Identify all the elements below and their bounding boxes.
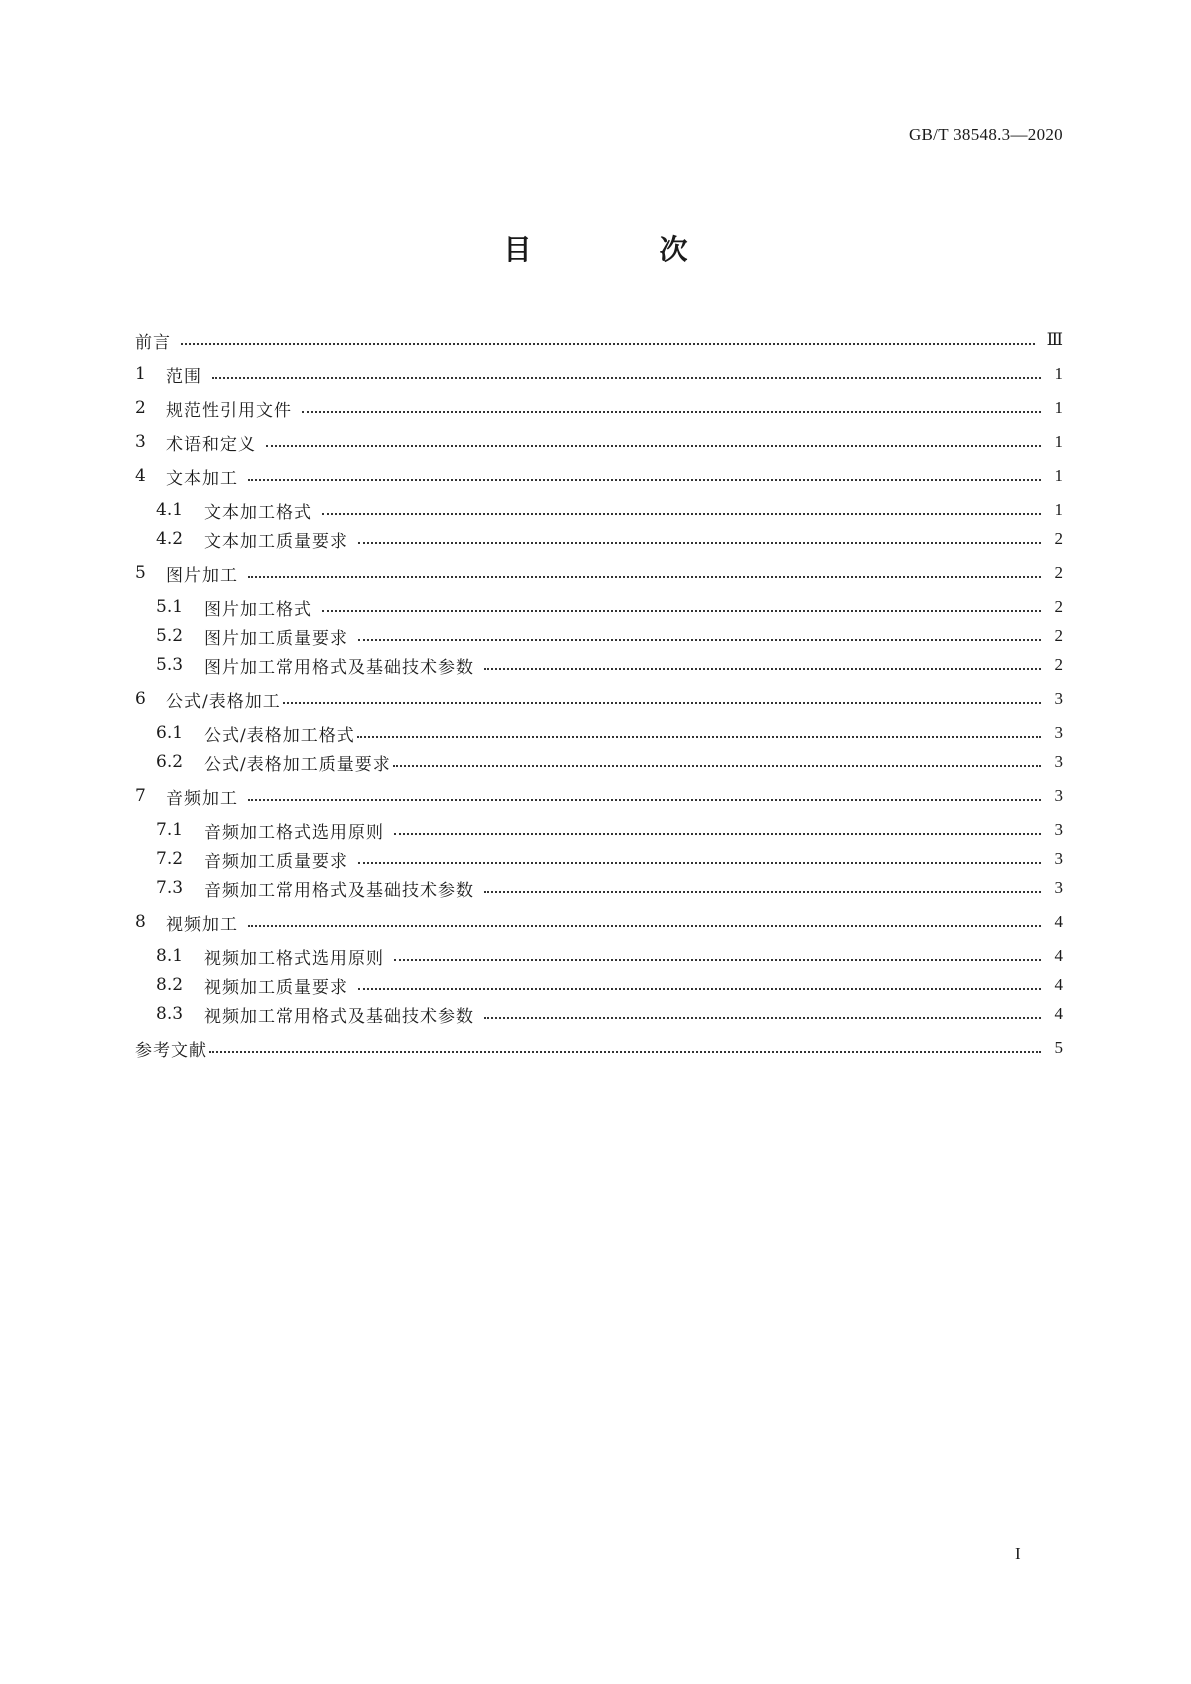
toc-entry-label: 视频加工	[166, 914, 238, 935]
page-title: 目 次	[503, 233, 738, 266]
toc-entry-1[interactable]	[135, 362, 1063, 386]
toc-entry-label: 文本加工	[166, 468, 238, 489]
leader-dots	[322, 512, 1041, 515]
toc-entry-page: 3	[1054, 723, 1063, 742]
toc-entry-number: 6.2	[156, 752, 184, 772]
toc-entry-label: 图片加工格式	[204, 599, 312, 620]
toc-entry-label: 音频加工常用格式及基础技术参数	[204, 880, 474, 901]
toc-entry-4-1[interactable]	[156, 498, 1063, 522]
toc-entry-page: 2	[1054, 529, 1063, 548]
toc-entry-label: 音频加工质量要求	[204, 851, 348, 872]
toc-entry-foreword[interactable]	[135, 328, 1063, 352]
leader-dots	[181, 342, 1035, 345]
toc-entry-page: 3	[1054, 786, 1063, 805]
leader-dots	[358, 987, 1041, 990]
leader-dots	[484, 1016, 1041, 1019]
leader-dots	[358, 638, 1041, 641]
toc-entry-page: 3	[1054, 689, 1063, 708]
toc-entry-5-1[interactable]	[156, 595, 1063, 619]
toc-entry-number: 5.3	[156, 655, 184, 675]
toc-entry-page: 2	[1054, 563, 1063, 582]
toc-entry-number: 8.3	[156, 1004, 184, 1024]
toc-entry-label: 文本加工质量要求	[204, 531, 348, 552]
page-number: I	[1015, 1544, 1021, 1563]
toc-entry-label: 术语和定义	[166, 434, 256, 455]
toc-entry-5[interactable]	[135, 561, 1063, 585]
toc-entry-number: 8.2	[156, 975, 184, 995]
leader-dots	[209, 1050, 1041, 1053]
toc-entry-7-3[interactable]	[156, 876, 1063, 900]
leader-dots	[358, 861, 1041, 864]
toc-entry-4[interactable]	[135, 464, 1063, 488]
toc-entry-3[interactable]	[135, 430, 1063, 454]
toc-entry-page: 3	[1054, 849, 1063, 868]
toc-entry-page: 1	[1054, 364, 1063, 383]
toc-entry-number: 5.2	[156, 626, 184, 646]
toc-entry-page: 3	[1054, 752, 1063, 771]
toc-entry-number: 4.1	[156, 500, 184, 520]
leader-dots	[283, 701, 1041, 704]
toc-entry-7[interactable]	[135, 784, 1063, 808]
leader-dots	[212, 376, 1041, 379]
toc-entry-label: 音频加工	[166, 788, 238, 809]
toc-entry-page: 4	[1054, 975, 1063, 994]
toc-entry-number: 7.2	[156, 849, 184, 869]
toc-entry-page: 1	[1054, 398, 1063, 417]
leader-dots	[322, 609, 1041, 612]
toc-entry-label: 视频加工质量要求	[204, 977, 348, 998]
toc-entry-7-2[interactable]	[156, 847, 1063, 871]
toc-entry-number: 5.1	[156, 597, 184, 617]
toc-entry-page: 1	[1054, 432, 1063, 451]
leader-dots	[266, 444, 1041, 447]
leader-dots	[302, 410, 1041, 413]
toc-entry-label: 前言	[135, 332, 171, 353]
toc-entry-8[interactable]	[135, 910, 1063, 934]
toc-entry-6-1[interactable]	[156, 721, 1063, 745]
leader-dots	[248, 478, 1041, 481]
toc-entry-label: 图片加工	[166, 565, 238, 586]
leader-dots	[358, 541, 1041, 544]
toc-entry-label: 公式/表格加工质量要求	[204, 754, 391, 775]
toc-entry-label: 规范性引用文件	[166, 400, 292, 421]
toc-entry-number: 6.1	[156, 723, 184, 743]
toc-entry-8-1[interactable]	[156, 944, 1063, 968]
toc-entry-number: 7.1	[156, 820, 184, 840]
toc-entry-5-3[interactable]	[156, 653, 1063, 677]
toc-entry-references[interactable]	[135, 1036, 1063, 1060]
leader-dots	[248, 575, 1041, 578]
leader-dots	[357, 735, 1041, 738]
toc-entry-number: 4.2	[156, 529, 184, 549]
leader-dots	[248, 924, 1041, 927]
toc-entry-page: 3	[1054, 878, 1063, 897]
leader-dots	[484, 890, 1041, 893]
toc-entry-number: 2	[135, 398, 146, 418]
toc-entry-page: 1	[1054, 500, 1063, 519]
toc-entry-label: 视频加工常用格式及基础技术参数	[204, 1006, 474, 1027]
toc-entry-label: 范围	[166, 366, 202, 387]
toc-entry-page: 4	[1054, 946, 1063, 965]
toc-entry-page: 2	[1054, 655, 1063, 674]
toc-entry-page: Ⅲ	[1046, 330, 1063, 349]
toc-entry-label: 音频加工格式选用原则	[204, 822, 384, 843]
toc-entry-page: 4	[1054, 912, 1063, 931]
toc-entry-number: 5	[135, 563, 146, 583]
toc-entry-label: 文本加工格式	[204, 502, 312, 523]
toc-entry-page: 3	[1054, 820, 1063, 839]
toc-entry-8-2[interactable]	[156, 973, 1063, 997]
leader-dots	[394, 958, 1041, 961]
toc-entry-6[interactable]	[135, 687, 1063, 711]
toc-entry-number: 1	[135, 364, 146, 384]
toc-entry-number: 8.1	[156, 946, 184, 966]
toc-entry-number: 8	[135, 912, 146, 932]
toc-entry-page: 4	[1054, 1004, 1063, 1023]
standard-code: GB/T 38548.3—2020	[908, 125, 1063, 144]
toc-entry-number: 7	[135, 786, 146, 806]
toc-entry-label: 图片加工常用格式及基础技术参数	[204, 657, 474, 678]
toc-entry-6-2[interactable]	[156, 750, 1063, 774]
leader-dots	[394, 832, 1041, 835]
leader-dots	[393, 764, 1041, 767]
toc-entry-number: 6	[135, 689, 146, 709]
toc-entry-label: 公式/表格加工	[166, 691, 281, 712]
toc-entry-5-2[interactable]	[156, 624, 1063, 648]
toc-entry-page: 5	[1054, 1038, 1063, 1057]
toc-entry-number: 7.3	[156, 878, 184, 898]
toc-entry-label: 视频加工格式选用原则	[204, 948, 384, 969]
toc-entry-7-1[interactable]	[156, 818, 1063, 842]
toc-entry-number: 4	[135, 466, 146, 486]
toc-entry-page: 2	[1054, 597, 1063, 616]
toc-entry-4-2[interactable]	[156, 527, 1063, 551]
toc-entry-page: 1	[1054, 466, 1063, 485]
toc-entry-2[interactable]	[135, 396, 1063, 420]
toc-entry-label: 图片加工质量要求	[204, 628, 348, 649]
leader-dots	[484, 667, 1041, 670]
toc-entry-number: 3	[135, 432, 146, 452]
toc-entry-8-3[interactable]	[156, 1002, 1063, 1026]
toc-entry-page: 2	[1054, 626, 1063, 645]
toc-entry-label: 公式/表格加工格式	[204, 725, 355, 746]
leader-dots	[248, 798, 1041, 801]
toc-entry-label: 参考文献	[135, 1040, 207, 1061]
